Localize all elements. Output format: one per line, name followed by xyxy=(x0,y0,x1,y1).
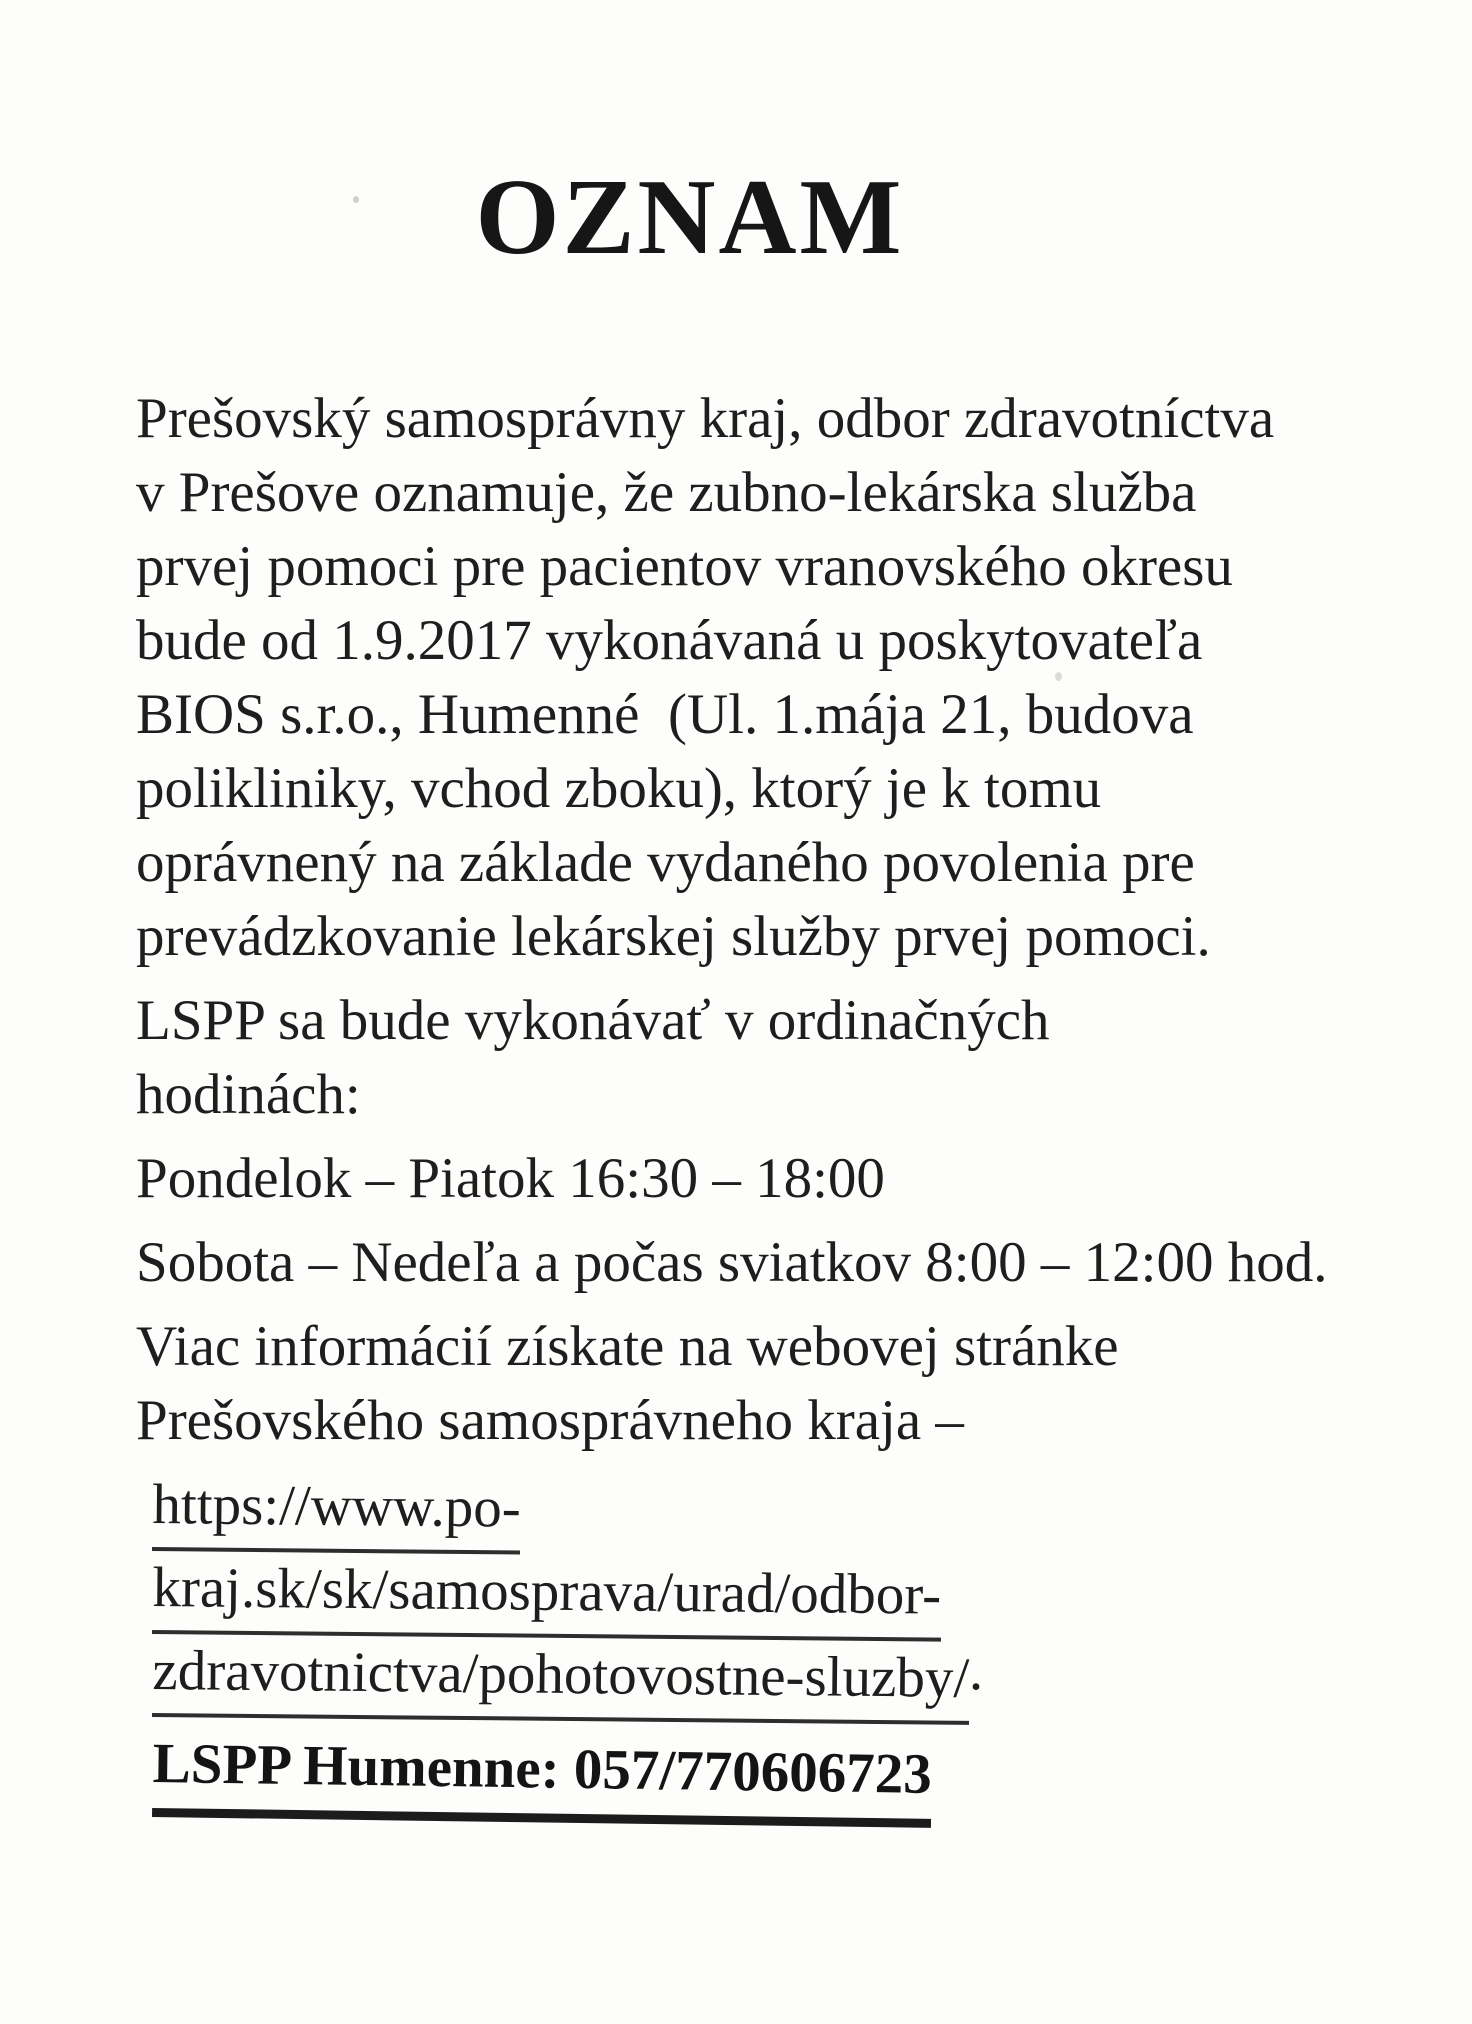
weekday-hours-line: Pondelok – Piatok 16:30 – 18:00 xyxy=(136,1147,885,1210)
intro-paragraph xyxy=(136,382,1327,974)
phone-paragraph xyxy=(136,1727,1327,1817)
hours-intro-paragraph xyxy=(136,984,1327,1132)
text-line: bude od 1.9.2017 vykonávaná u poskytovateľa xyxy=(136,609,1203,672)
website-link-text: zdravotnictva/pohotovostne-sluzby/ xyxy=(152,1634,970,1725)
website-link-line xyxy=(152,1468,1327,1551)
text-line: hodinách: xyxy=(136,1063,361,1126)
scan-speck xyxy=(353,196,359,203)
phone-text: LSPP Humenne: 057/770606723 xyxy=(152,1727,932,1828)
website-link-trailing: . xyxy=(968,1639,984,1702)
weekend-hours-paragraph xyxy=(136,1226,1327,1300)
scan-speck xyxy=(1055,672,1062,681)
notice-title: OZNAM xyxy=(475,158,905,277)
more-info-paragraph xyxy=(136,1310,1327,1458)
text-line: Prešovský samosprávny kraj, odbor zdravotníctva xyxy=(136,387,1275,450)
website-link-text: https://www.po- xyxy=(152,1468,521,1555)
website-url-paragraph xyxy=(136,1468,1327,1717)
website-link-text: kraj.sk/sk/samosprava/urad/odbor- xyxy=(152,1551,942,1642)
website-link-line xyxy=(152,1634,1327,1717)
text-line: Prešovského samosprávneho kraja – xyxy=(136,1389,964,1452)
text-line: oprávnený na základe vydaného povolenia pre xyxy=(136,831,1195,894)
text-line: prevádzkovanie lekárskej služby prvej pomoci. xyxy=(136,905,1211,968)
website-link-line xyxy=(152,1551,1327,1634)
text-line: Viac informácií získate na webovej stránke xyxy=(136,1315,1119,1378)
text-line: v Prešove oznamuje, že zubno-lekárska služba xyxy=(136,461,1197,524)
weekday-hours-paragraph xyxy=(136,1142,1327,1216)
text-line: LSPP sa bude vykonávať v ordinačných xyxy=(136,989,1050,1052)
text-line: BIOS s.r.o., Humenné (Ul. 1.mája 21, budova xyxy=(136,683,1194,746)
text-line: polikliniky, vchod zboku), ktorý je k tomu xyxy=(136,757,1102,820)
weekend-hours-line: Sobota – Nedeľa a počas sviatkov 8:00 – 12:00 hod. xyxy=(136,1231,1328,1294)
phone-line xyxy=(152,1727,1327,1817)
text-line: prvej pomoci pre pacientov vranovského okresu xyxy=(136,535,1233,598)
notice-body xyxy=(136,382,1327,1827)
